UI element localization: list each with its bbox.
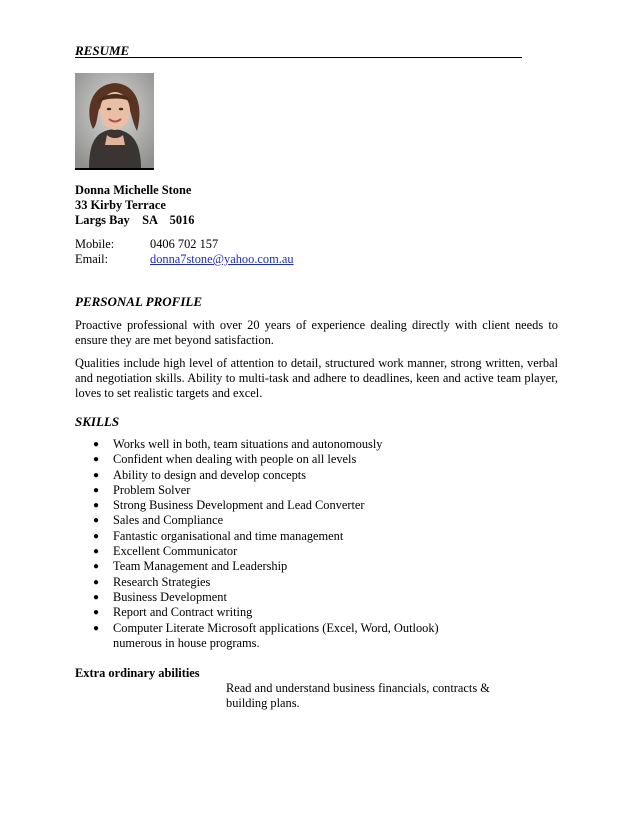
name-address-block <box>75 183 194 228</box>
profile-paragraph-2: Qualities include high level of attention to detail, structured work manner, strong written, verbal and negotiation skills. Ability to multi-task and adhere to deadlines, keen and active team player, loves to set realistic targets and excel. <box>75 356 558 400</box>
mobile-value: 0406 702 157 <box>150 237 219 251</box>
list-item: ● Excellent Communicator <box>93 544 238 559</box>
email-link[interactable]: donna7stone@yahoo.com.au <box>150 252 294 266</box>
list-item: ● Business Development <box>93 589 227 604</box>
address-line-1: 33 Kirby Terrace <box>75 198 166 212</box>
photo-underline <box>75 168 154 170</box>
extra-abilities-text: Read and understand business financials, contracts & building plans. <box>226 681 490 710</box>
email-row <box>75 252 294 267</box>
list-item: ● Strong Business Development and Lead Converter <box>93 498 365 513</box>
header-rule <box>75 57 522 58</box>
personal-profile-heading: PERSONAL PROFILE <box>75 294 203 309</box>
address-line-2: Largs Bay SA 5016 <box>75 213 195 227</box>
list-item: ● Ability to design and develop concepts <box>93 467 307 482</box>
profile-photo <box>75 73 154 169</box>
mobile-label: Mobile: <box>75 237 115 251</box>
list-item: ● Team Management and Leadership <box>93 559 288 574</box>
extra-abilities-heading: Extra ordinary abilities <box>75 666 200 680</box>
list-item: ● Report and Contract writing <box>93 605 253 620</box>
email-label: Email: <box>75 252 109 266</box>
skills-heading: SKILLS <box>75 414 120 429</box>
list-item: ● Computer Literate Microsoft applications (Excel, Word, Outlook) numerous in house programs. <box>93 620 439 650</box>
mobile-row <box>75 237 218 252</box>
list-item: ● Works well in both, team situations and autonomously <box>93 437 383 451</box>
list-item: ● Confident when dealing with people on all levels <box>93 452 357 467</box>
profile-paragraph-1: Proactive professional with over 20 years of experience dealing directly with client needs to ensure they are met beyond satisfaction. <box>75 318 558 347</box>
list-item: ● Problem Solver <box>93 482 191 497</box>
full-name: Donna Michelle Stone <box>75 183 192 197</box>
resume-title: RESUME <box>75 43 130 58</box>
skills-list <box>93 437 439 651</box>
list-item: ● Sales and Compliance <box>93 513 224 528</box>
list-item: ● Fantastic organisational and time management <box>93 528 344 543</box>
list-item-continuation: numerous in house programs. <box>113 635 260 650</box>
list-item: ● Research Strategies <box>93 574 211 589</box>
